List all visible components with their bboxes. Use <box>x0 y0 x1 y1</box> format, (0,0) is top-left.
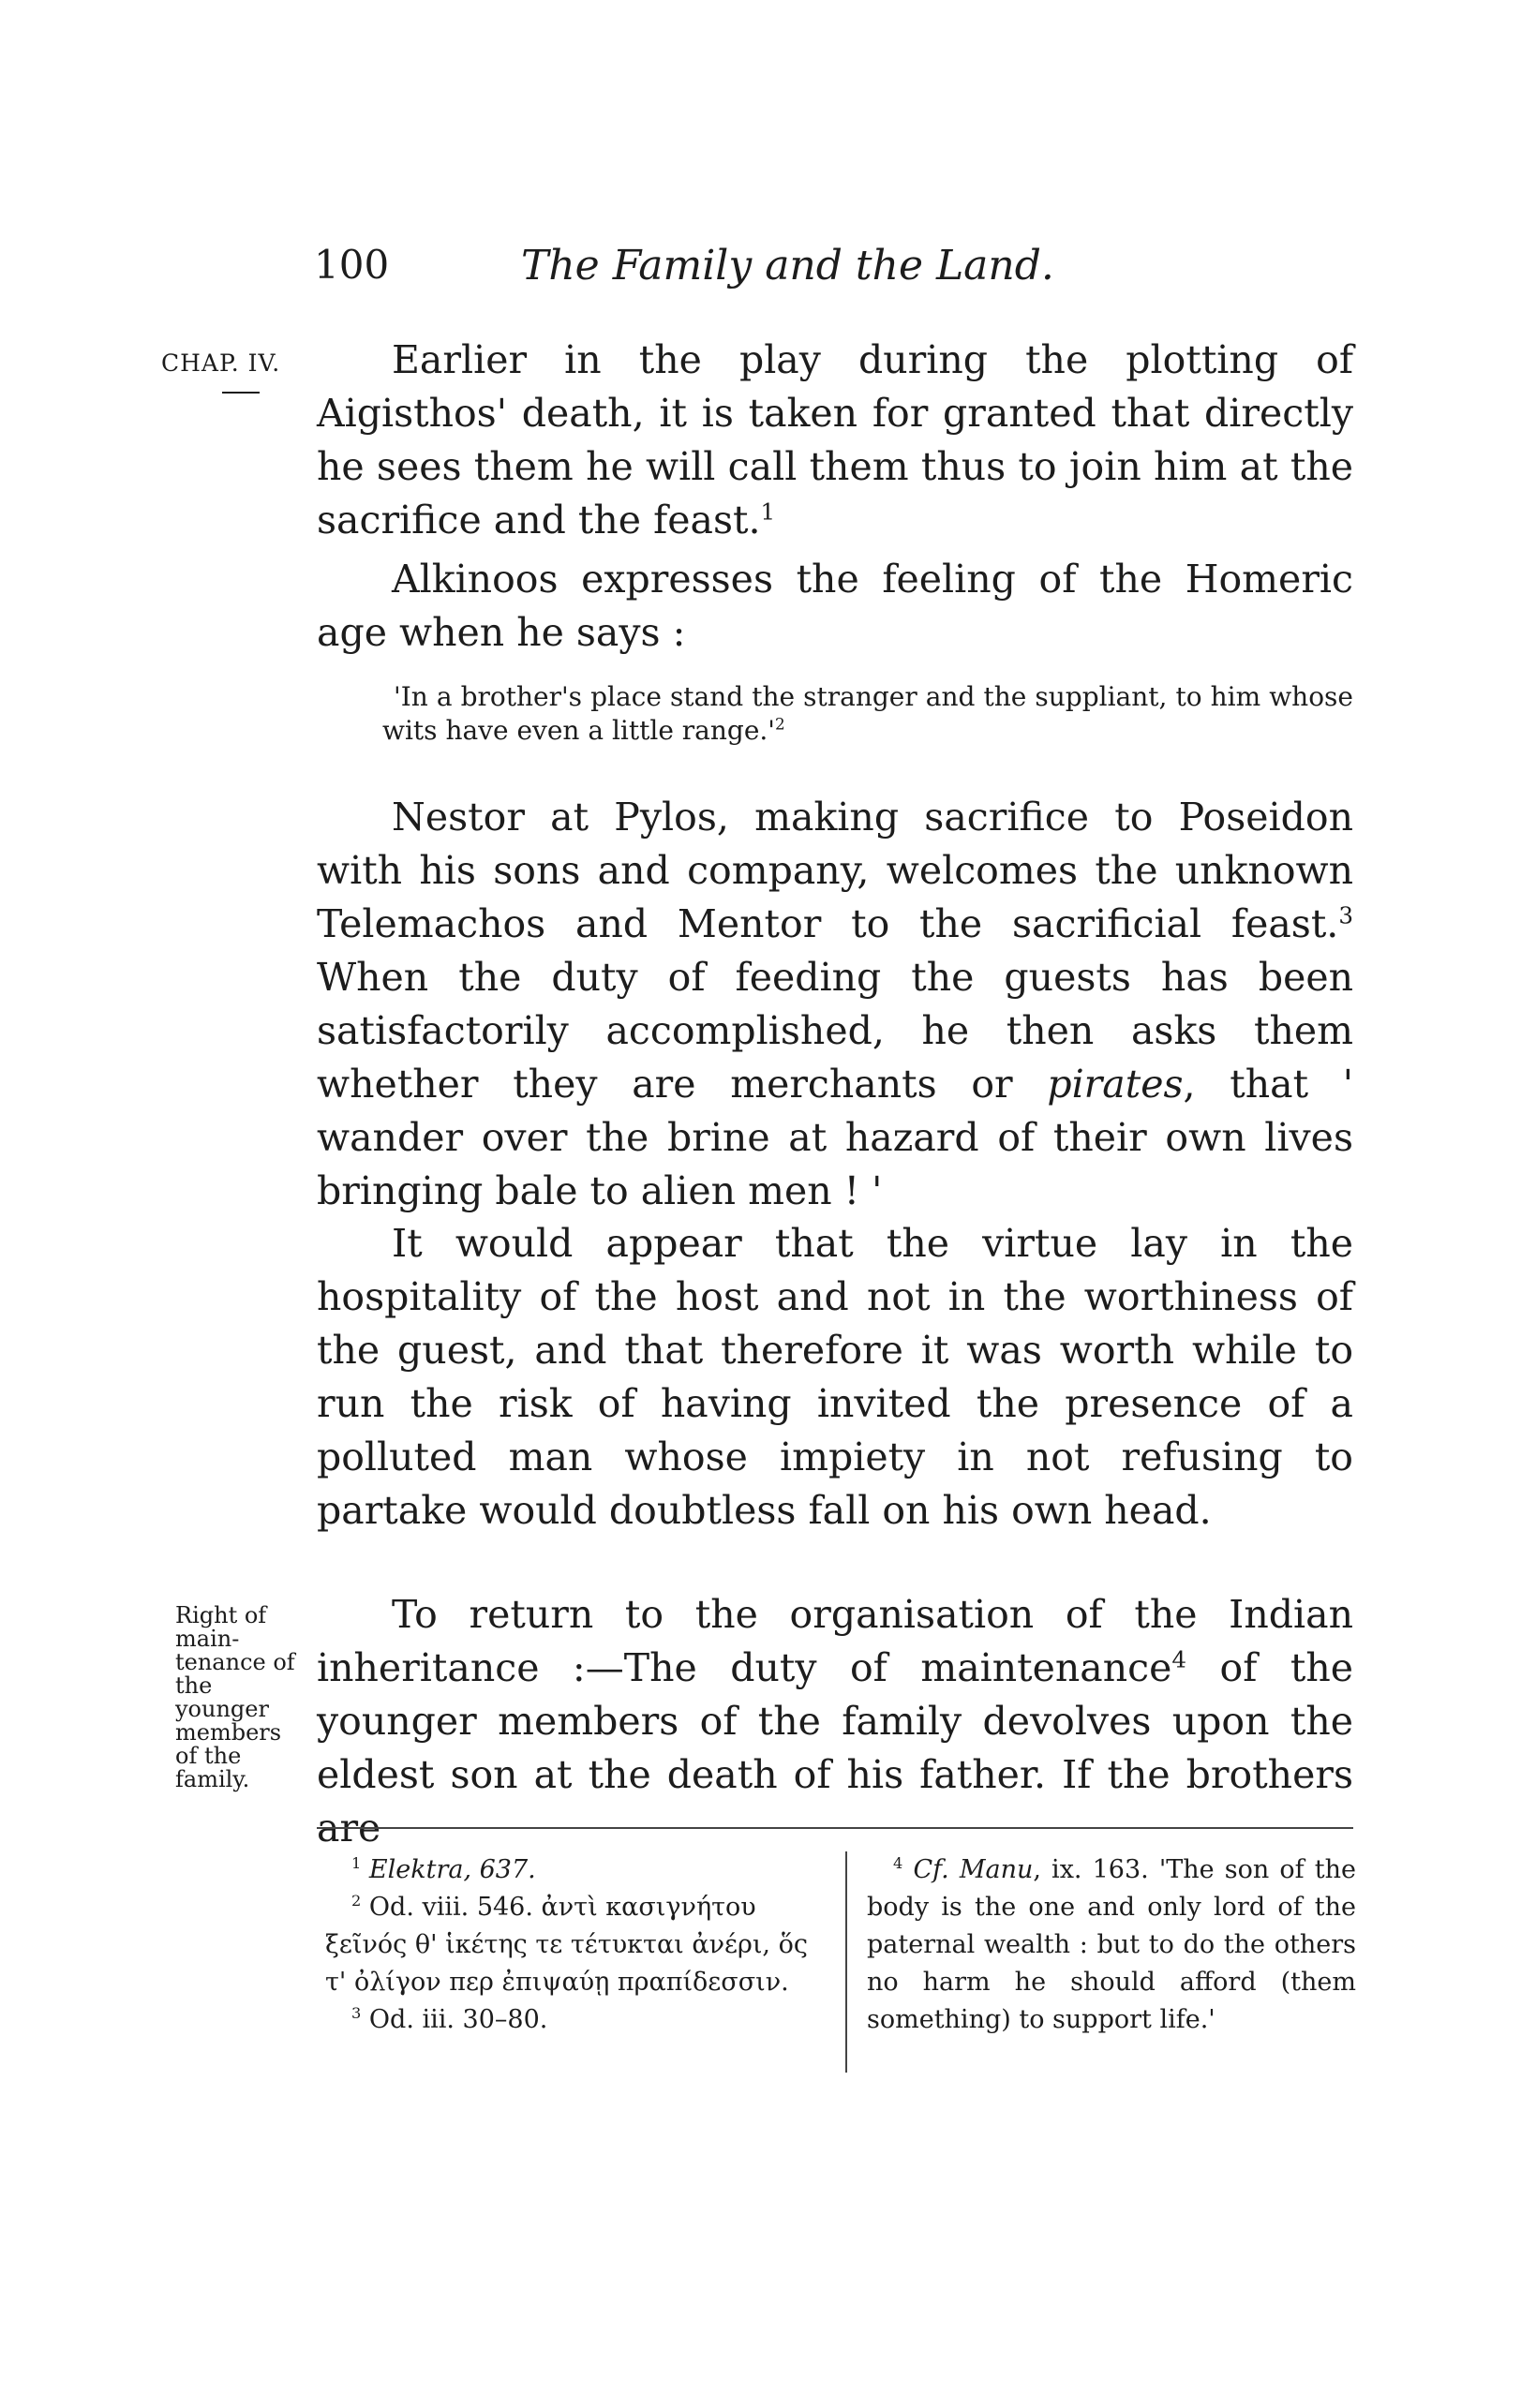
paragraph-5-text-a: To return to the organisation of the Indian inheritance :—The duty of maintenance <box>317 1592 1353 1690</box>
footnote-ref-4: 4 <box>1171 1645 1187 1673</box>
block-quote <box>382 680 1353 748</box>
chapter-marker: CHAP. IV. <box>161 349 281 377</box>
footnote-column-divider <box>845 1851 847 2073</box>
paragraph-5 <box>317 1588 1353 1855</box>
footnote-4 <box>867 1851 1356 2039</box>
footnote-3-text: Od. iii. 30–80. <box>368 2005 548 2034</box>
footnote-2 <box>351 1889 829 1926</box>
footnote-4-text: , ix. 163. 'The son of the body is the one and only lord of the paternal wealth : but to do the others no harm he should afford (them something) to support life.' <box>867 1855 1356 2034</box>
paragraph-4: It would appear that the virtue lay in the hospitality of the host and not in the worthiness of the guest, and that therefore it was worth while to run the risk of having invited the presence of a polluted man whose impiety in not refusing to partake would doubtless fall on his own head. <box>317 1221 1353 1533</box>
footnotes-left <box>325 1851 829 2039</box>
footnote-3-number: 3 <box>351 2004 362 2022</box>
paragraph-2: Alkinoos expresses the feeling of the Homeric age when he says : <box>317 557 1353 655</box>
footnote-2-text: Od. viii. 546. ἀντὶ κασιγνήτου <box>368 1893 756 1922</box>
footnote-ref-2: 2 <box>775 714 785 734</box>
paragraph-5-text-b: of the younger members of the family devolves upon the eldest son at the death of his father. If the brothers are <box>317 1645 1353 1851</box>
footnote-ref-3: 3 <box>1338 901 1353 929</box>
footnote-2-number: 2 <box>351 1892 362 1910</box>
paragraph-3-text-c: , that ' wander over the brine at hazard of their own lives bringing bale to alien men ! ' <box>317 1062 1353 1213</box>
footnote-4-number: 4 <box>893 1854 903 1872</box>
paragraph-3-italic: pirates <box>1047 1062 1184 1107</box>
footnote-ref-1: 1 <box>760 498 776 526</box>
paragraph-3-text-b: When the duty of feeding the guests has been satisfactorily accomplished, he then asks them whether they are merchants or <box>317 955 1353 1107</box>
footnote-4-cf: Cf. Manu <box>913 1855 1034 1884</box>
running-title: The Family and the Land. <box>521 242 1054 290</box>
footnote-rule <box>317 1827 1353 1829</box>
footnote-2-line-2: ξεῖνός θ' ἱκέτης τε τέτυκται ἀνέρι, ὅς <box>325 1930 808 1959</box>
paragraph-1 <box>317 334 1353 547</box>
paragraph-3-text-a: Nestor at Pylos, making sacrifice to Poseidon with his sons and company, welcomes the unknown Telemachos and Mentor to the sacrificial feast. <box>317 795 1353 946</box>
page-number: 100 <box>314 242 390 288</box>
footnote-1-number: 1 <box>351 1854 362 1872</box>
chapter-rule <box>222 392 260 394</box>
footnote-1-text: Elektra, 637. <box>368 1855 536 1884</box>
footnote-1 <box>351 1851 829 1889</box>
block-quote-text: 'In a brother's place stand the stranger and the suppliant, to him whose wits have even a little range.' <box>382 681 1353 746</box>
paragraph-3 <box>317 791 1353 1218</box>
margin-note: Right of main-tenance of the younger members of the family. <box>175 1602 295 1792</box>
paragraph-1-text: Earlier in the play during the plotting of Aigisthos' death, it is taken for granted that directly he sees them he will call them thus to join him at the sacrifice and the feast. <box>317 337 1353 543</box>
footnote-3 <box>351 2001 829 2039</box>
page-header <box>0 242 1536 298</box>
footnote-2-line-3: τ' ὀλίγον περ ἐπιψαύῃ πραπίδεσσιν. <box>325 1968 789 1997</box>
